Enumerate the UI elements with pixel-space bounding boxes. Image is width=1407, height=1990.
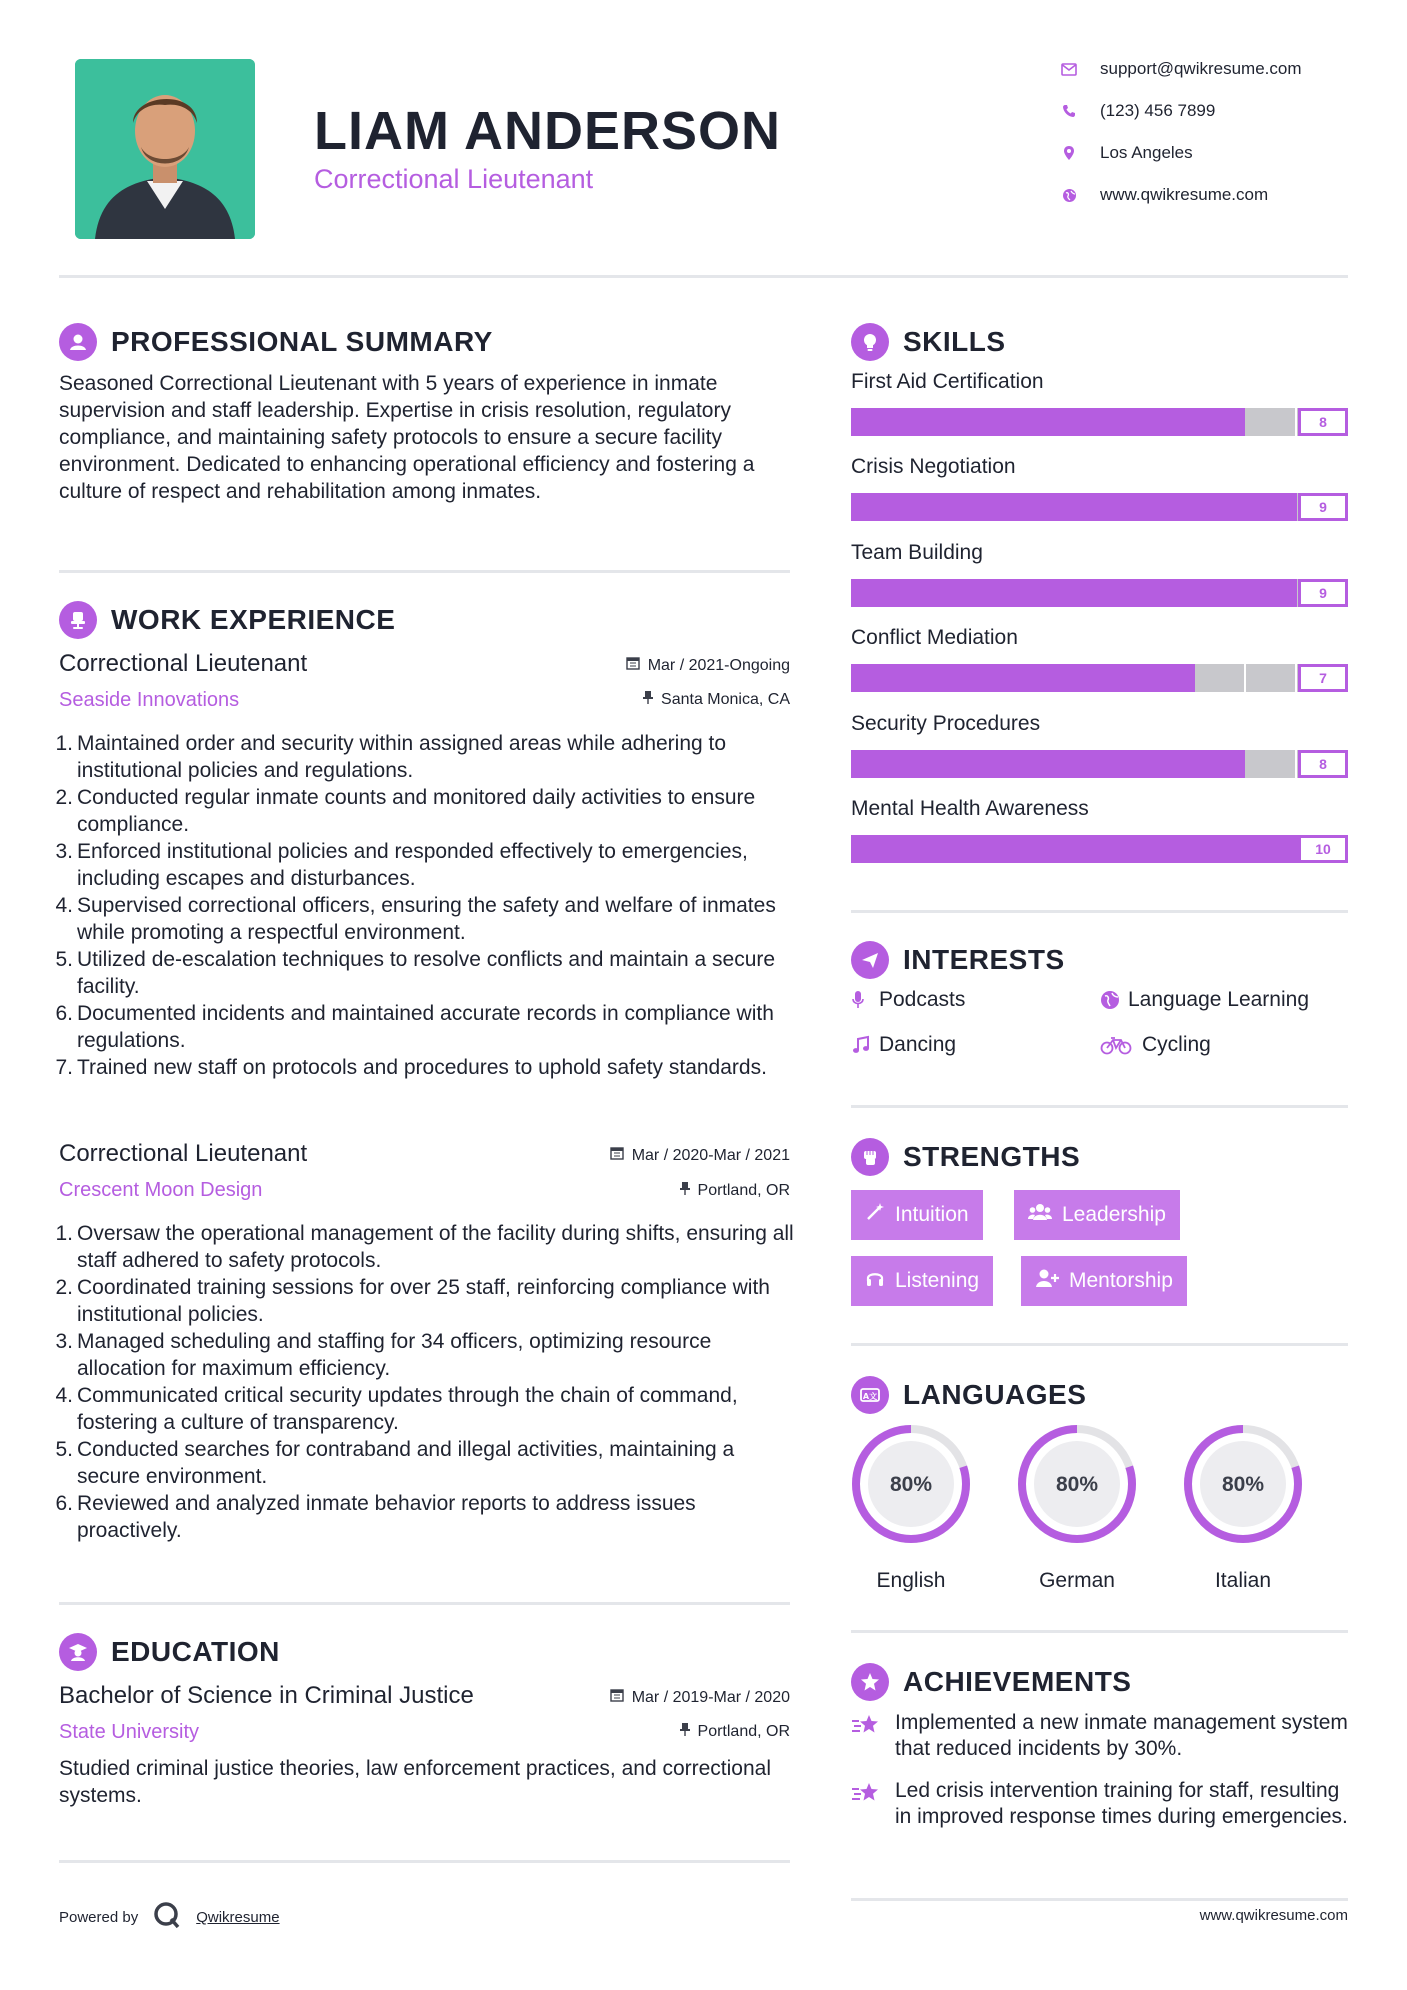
map-pin-icon xyxy=(1050,145,1088,161)
interest-item: Cycling xyxy=(1100,1033,1211,1057)
list-item: 3. Enforced institutional policies and responded effectively to emergencies, including escapes and disturbances. xyxy=(55,840,748,890)
skill-segment xyxy=(901,579,951,607)
skill-segment xyxy=(1099,579,1149,607)
experience-divider xyxy=(59,1602,790,1605)
skill-segment xyxy=(900,664,949,692)
education-school: State University xyxy=(59,1721,200,1743)
skill-segment xyxy=(1049,579,1099,607)
languages-divider xyxy=(851,1630,1348,1633)
language-item xyxy=(1011,1420,1151,1593)
list-item: 5. Utilized de-escalation techniques to resolve conflicts and maintain a secure facility. xyxy=(55,948,776,998)
skill-segment xyxy=(950,408,999,436)
magic-wand-icon xyxy=(865,1202,885,1228)
skill-segment xyxy=(998,664,1047,692)
translate-icon xyxy=(851,1376,889,1414)
skill-segment xyxy=(1249,835,1299,863)
strengths-divider xyxy=(851,1343,1348,1346)
paper-plane-icon xyxy=(851,941,889,979)
skill-segment xyxy=(1196,408,1245,436)
globe-icon xyxy=(1100,990,1128,1010)
contact-website-text: www.qwikresume.com xyxy=(1100,185,1269,204)
education-divider xyxy=(59,1860,790,1863)
list-item: 6. Documented incidents and maintained accurate records in compliance with regulations. xyxy=(55,1002,774,1052)
skill-segment xyxy=(1050,835,1100,863)
pushpin-icon xyxy=(680,1181,690,1200)
language-percent: 80% xyxy=(1221,1473,1265,1496)
shooting-star-icon xyxy=(851,1710,895,1762)
summary-heading: PROFESSIONAL SUMMARY xyxy=(59,322,493,362)
skill-segment xyxy=(1048,750,1097,778)
lightbulb-icon xyxy=(851,323,889,361)
contact-email[interactable] xyxy=(1050,54,1350,84)
candidate-name: LIAM ANDERSON xyxy=(314,101,781,161)
language-item xyxy=(845,1420,985,1593)
job-bullets xyxy=(55,730,795,1081)
contact-website[interactable] xyxy=(1050,180,1350,210)
job-title: Correctional Lieutenant xyxy=(59,1140,308,1167)
contact-phone-text: (123) 456 7899 xyxy=(1100,101,1216,120)
fist-icon xyxy=(851,1138,889,1176)
skill-segment xyxy=(1196,750,1245,778)
chair-icon xyxy=(59,601,97,639)
summary-text: Seasoned Correctional Lieutenant with 5 years of experience in inmate supervision and staff leadership. Expertise in crisis resolution, regulatory compliance, and maintaining safety protocols to ensure a secure facility environment. Dedicated to enhancing operational efficiency and fostering a culture of respect and rehabilitation among inmates. xyxy=(59,372,755,503)
education-heading: EDUCATION xyxy=(59,1632,280,1672)
skill-label: Crisis Negotiation xyxy=(851,455,1016,479)
contact-location-text: Los Angeles xyxy=(1100,143,1193,162)
skill-bar xyxy=(851,664,1348,692)
graduate-icon xyxy=(59,1633,97,1671)
languages-list xyxy=(845,1420,1345,1600)
skills-divider xyxy=(851,910,1348,913)
skill-segment xyxy=(950,750,999,778)
skill-bar xyxy=(851,408,1348,436)
skill-segment xyxy=(900,408,949,436)
skill-segment xyxy=(1247,579,1297,607)
job-bullets xyxy=(55,1220,795,1544)
music-note-icon xyxy=(851,1035,879,1055)
skill-label: First Aid Certification xyxy=(851,370,1044,393)
skill-segment xyxy=(1048,408,1097,436)
skill-item xyxy=(851,370,1348,450)
skill-segment xyxy=(1000,493,1050,521)
language-label: English xyxy=(876,1569,946,1592)
language-label: Italian xyxy=(1214,1569,1272,1592)
calendar-icon xyxy=(626,656,640,675)
phone-icon xyxy=(1050,104,1088,118)
skill-segment xyxy=(1148,493,1198,521)
skill-segment xyxy=(1099,493,1149,521)
achievements-heading: ACHIEVEMENTS xyxy=(851,1662,1131,1702)
skill-segment xyxy=(851,835,901,863)
skill-label: Security Procedures xyxy=(851,711,1041,735)
skill-segment xyxy=(949,664,998,692)
skill-segment xyxy=(1247,493,1297,521)
skill-value: 9 xyxy=(1298,579,1348,607)
calendar-icon xyxy=(610,1688,624,1707)
skill-segment xyxy=(1147,750,1196,778)
education-description: Studied criminal justice theories, law enforcement practices, and correctional systems. xyxy=(59,1757,772,1807)
skill-segment xyxy=(1198,579,1248,607)
contact-email-text: support@qwikresume.com xyxy=(1100,59,1302,78)
interests-divider xyxy=(851,1105,1348,1108)
education-dates: Mar / 2019-Mar / 2020 xyxy=(490,1688,790,1707)
interest-item: Podcasts xyxy=(851,988,965,1012)
language-item xyxy=(1177,1420,1317,1593)
skill-bar xyxy=(851,579,1348,607)
achievements-divider xyxy=(851,1898,1348,1901)
skill-value: 8 xyxy=(1298,408,1348,436)
achievement-item: Led crisis intervention training for staff, resulting in improved response times during emergencies. xyxy=(851,1778,1348,1830)
skill-value: 8 xyxy=(1298,750,1348,778)
skill-segment xyxy=(1245,750,1296,778)
skill-label: Mental Health Awareness xyxy=(851,797,1089,820)
experience-heading: WORK EXPERIENCE xyxy=(59,600,395,640)
strengths-heading: STRENGTHS xyxy=(851,1137,1080,1177)
contact-phone[interactable] xyxy=(1050,96,1350,126)
skill-segment xyxy=(901,493,951,521)
skill-segment xyxy=(1097,408,1146,436)
list-item: 2. Coordinated training sessions for over 25 staff, reinforcing compliance with institutional policies. xyxy=(55,1276,770,1326)
star-badge-icon xyxy=(851,1663,889,1701)
users-icon xyxy=(1028,1202,1052,1228)
skill-segment xyxy=(1049,493,1099,521)
skill-bar xyxy=(851,835,1348,863)
list-item: 6. Reviewed and analyzed inmate behavior reports to address issues proactively. xyxy=(55,1492,696,1542)
language-ring xyxy=(1011,1420,1151,1550)
skill-value: 7 xyxy=(1298,664,1348,692)
language-label: German xyxy=(1039,1569,1115,1592)
skill-segment xyxy=(1195,664,1246,692)
user-icon xyxy=(59,323,97,361)
skill-segment xyxy=(1000,579,1050,607)
pushpin-icon xyxy=(643,690,653,709)
skill-segment xyxy=(1146,664,1195,692)
skill-segment xyxy=(901,835,951,863)
skill-item xyxy=(851,712,1348,792)
footer-website[interactable]: www.qwikresume.com xyxy=(1199,1907,1348,1924)
skills-heading: SKILLS xyxy=(851,322,1006,362)
skill-segment xyxy=(851,750,900,778)
list-item: 3. Managed scheduling and staffing for 34 officers, optimizing resource allocation for maximum efficiency. xyxy=(55,1330,712,1380)
skill-label: Conflict Mediation xyxy=(851,626,1018,650)
job-company: Seaside Innovations xyxy=(59,689,240,711)
bicycle-icon xyxy=(1100,1035,1142,1055)
job-title: Correctional Lieutenant xyxy=(59,650,308,677)
skill-item xyxy=(851,797,1348,877)
microphone-icon xyxy=(851,990,879,1010)
skill-segment xyxy=(950,493,1000,521)
skill-value: 10 xyxy=(1298,835,1348,863)
job-company: Crescent Moon Design xyxy=(59,1179,263,1201)
qwikresume-link[interactable]: Qwikresume xyxy=(196,1909,280,1926)
skill-item xyxy=(851,455,1348,535)
header-divider xyxy=(59,275,1348,278)
job-dates: Mar / 2021-Ongoing xyxy=(490,656,790,675)
strength-chip: Listening xyxy=(851,1256,993,1306)
skill-segment xyxy=(851,493,901,521)
skill-segment xyxy=(999,750,1048,778)
skill-segment xyxy=(1147,408,1196,436)
list-item: 4. Supervised correctional officers, ensuring the safety and welfare of inmates while promoting a respectful environment. xyxy=(55,894,776,944)
skill-segment xyxy=(1000,835,1050,863)
profile-photo xyxy=(75,59,255,239)
skill-segment xyxy=(950,835,1000,863)
skill-bar xyxy=(851,493,1348,521)
interest-item: Dancing xyxy=(851,1033,956,1057)
list-item: 1. Maintained order and security within assigned areas while adhering to institutional policies and regulations. xyxy=(55,732,727,782)
calendar-icon xyxy=(610,1146,624,1165)
user-plus-icon xyxy=(1035,1268,1059,1294)
summary-divider xyxy=(59,570,790,573)
skill-segment xyxy=(1148,579,1198,607)
language-percent: 80% xyxy=(1055,1473,1099,1496)
list-item: 2. Conducted regular inmate counts and monitored daily activities to ensure compliance. xyxy=(55,786,756,836)
skill-segment xyxy=(1198,493,1248,521)
achievement-item: Implemented a new inmate management system that reduced incidents by 30%. xyxy=(851,1710,1348,1762)
languages-heading: A文 LANGUAGES xyxy=(851,1375,1086,1415)
interests-heading: INTERESTS xyxy=(851,940,1065,980)
job-location: Santa Monica, CA xyxy=(490,690,790,709)
language-ring xyxy=(845,1420,985,1550)
strength-chip: Mentorship xyxy=(1021,1256,1187,1306)
list-item: 4. Communicated critical security updates through the chain of command, fostering a culture of transparency. xyxy=(55,1384,738,1434)
list-item: 1. Oversaw the operational management of the facility during shifts, ensuring all staff adhered to safety protocols. xyxy=(55,1222,794,1272)
skill-item xyxy=(851,541,1348,621)
skill-segment xyxy=(1149,835,1199,863)
skill-segment xyxy=(851,579,901,607)
education-degree: Bachelor of Science in Criminal Justice xyxy=(59,1682,474,1709)
skill-segment xyxy=(1245,408,1296,436)
skill-segment xyxy=(1199,835,1249,863)
skill-segment xyxy=(1096,664,1145,692)
skill-segment xyxy=(1047,664,1096,692)
globe-icon xyxy=(1050,188,1088,203)
skill-segment xyxy=(1246,664,1297,692)
skill-item xyxy=(851,626,1348,706)
education-location: Portland, OR xyxy=(490,1722,790,1741)
skill-segment xyxy=(1097,750,1146,778)
interest-item: Language Learning xyxy=(1100,988,1309,1012)
skill-segment xyxy=(1100,835,1150,863)
job-location: Portland, OR xyxy=(490,1181,790,1200)
headphones-icon xyxy=(865,1268,885,1294)
skill-segment xyxy=(851,408,900,436)
skill-segment xyxy=(950,579,1000,607)
language-percent: 80% xyxy=(889,1473,933,1496)
list-item: 7. Trained new staff on protocols and procedures to uphold safety standards. xyxy=(55,1056,767,1079)
svg-text:A文: A文 xyxy=(862,1392,878,1401)
skill-bar xyxy=(851,750,1348,778)
qwikresume-logo-icon xyxy=(152,1900,182,1935)
mail-icon xyxy=(1050,63,1088,76)
list-item: 5. Conducted searches for contraband and illegal activities, maintaining a secure environment. xyxy=(55,1438,735,1488)
job-dates: Mar / 2020-Mar / 2021 xyxy=(490,1146,790,1165)
strength-chip: Intuition xyxy=(851,1190,983,1240)
contact-location xyxy=(1050,138,1350,168)
shooting-star-icon xyxy=(851,1778,895,1830)
language-ring xyxy=(1177,1420,1317,1550)
skill-segment xyxy=(999,408,1048,436)
skill-value: 9 xyxy=(1298,493,1348,521)
pushpin-icon xyxy=(680,1722,690,1741)
skill-segment xyxy=(851,664,900,692)
skill-segment xyxy=(900,750,949,778)
strength-chip: Leadership xyxy=(1014,1190,1180,1240)
candidate-title: Correctional Lieutenant xyxy=(314,164,594,194)
skill-label: Team Building xyxy=(851,540,983,564)
powered-by: Powered by Qwikresume xyxy=(59,1900,280,1935)
